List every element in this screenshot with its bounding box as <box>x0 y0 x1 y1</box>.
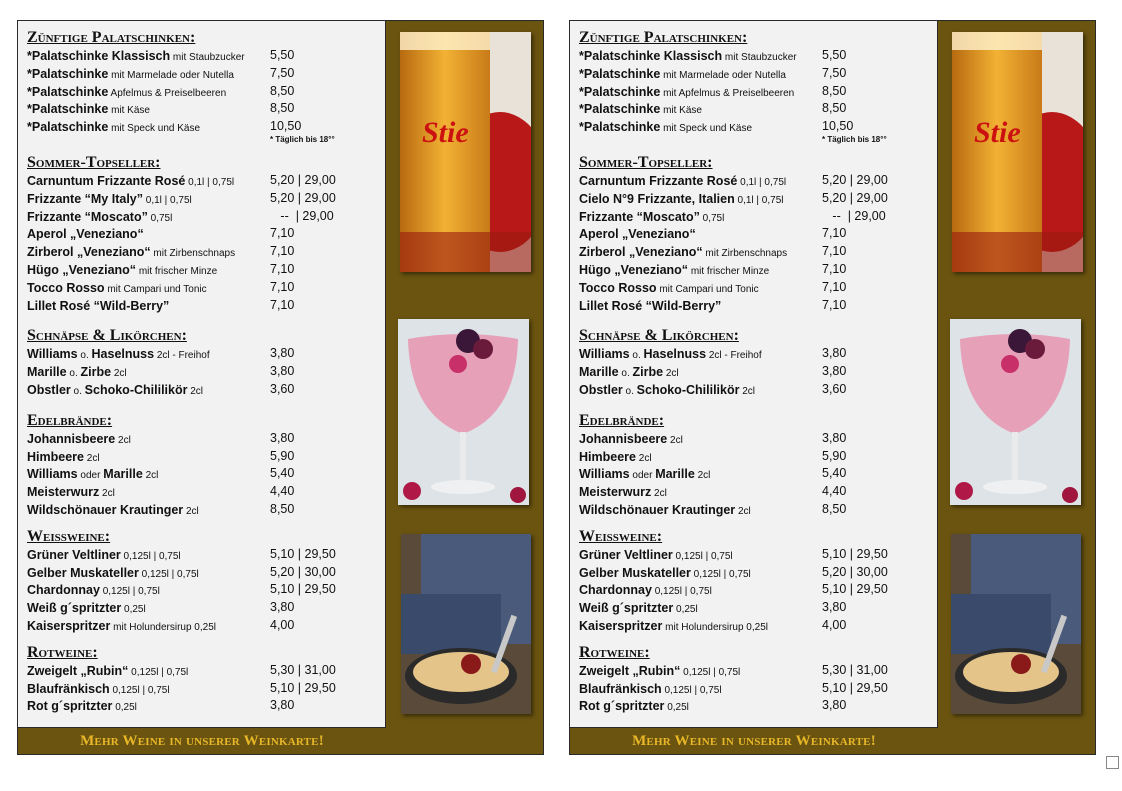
menu-item <box>27 172 385 190</box>
section-heading: Weissweine: <box>579 527 663 545</box>
item-name: *Palatschinke <box>27 102 109 117</box>
item-name: Wildschönauer Krautinger <box>579 502 736 517</box>
item-price: 5,20 | 29,00 <box>822 172 888 187</box>
item-note: 0,125l | 0,75l <box>651 586 712 598</box>
item-note: o. <box>618 368 633 380</box>
item-note: 2cl <box>651 488 667 500</box>
item-name: Johannisbeere <box>579 431 668 446</box>
item-note: 2cl <box>694 470 711 482</box>
menu-item <box>27 243 385 261</box>
item-name: Weiß g´spritzter <box>27 601 122 616</box>
menu-item <box>579 172 937 190</box>
menu-item <box>27 345 385 363</box>
section-heading: Edelbrände: <box>579 411 665 429</box>
item-name: *Palatschinke <box>27 120 109 135</box>
item-name: Obstler <box>579 382 623 397</box>
menu-item <box>27 47 385 65</box>
item-price: 5,20 | 29,00 <box>270 190 336 205</box>
item-name: Williams <box>579 347 630 362</box>
svg-text:Stie: Stie <box>422 116 469 149</box>
item-name: Rot g´spritzter <box>579 699 665 714</box>
item-name: *Palatschinke Klassisch <box>579 49 723 63</box>
item-price: 7,10 <box>822 226 847 241</box>
item-price: 7,10 <box>822 261 847 276</box>
svg-text:Stie: Stie <box>974 116 1021 149</box>
rose-spritz-photo <box>398 319 529 505</box>
menu-item <box>27 581 385 599</box>
item-note: 0,25l <box>121 604 146 616</box>
item-note: 0,25l <box>112 702 137 714</box>
menu-item <box>579 697 937 715</box>
item-name: Rot g´spritzter <box>27 699 113 714</box>
item-name: Grüner Veltliner <box>579 547 673 562</box>
item-note: 0,1l | 0,75l <box>737 176 787 188</box>
menu-item <box>579 65 937 83</box>
kaiserschmarrn-photo <box>951 534 1081 714</box>
item-note: 0,1l | 0,75l <box>734 194 784 206</box>
item-price: 3,80 <box>270 364 295 379</box>
item-name: Grüner Veltliner <box>27 547 121 562</box>
item-price: 3,80 <box>822 600 847 615</box>
menu-item <box>27 483 385 501</box>
item-price: 3,60 <box>270 381 295 396</box>
menu-item <box>27 448 385 466</box>
item-name: Aperol „Veneziano“ <box>579 227 696 242</box>
menu-page-left <box>17 20 544 755</box>
item-note: mit Campari und Tonic <box>656 283 759 295</box>
item-price: 10,50 <box>270 119 302 134</box>
item-name: Tocco Rosso <box>579 280 657 295</box>
item-price: 7,10 <box>270 297 295 312</box>
item-price: 3,80 <box>822 698 847 713</box>
item-name: Weiß g´spritzter <box>579 601 674 616</box>
item-note: 2cl - Freihof <box>154 350 210 362</box>
item-price: 4,00 <box>822 617 847 632</box>
section-heading: Zünftige Palatschinken: <box>579 29 748 46</box>
menu-item <box>27 279 385 297</box>
menu-section <box>27 643 385 715</box>
menu-item <box>27 297 385 315</box>
item-price: 3,80 <box>270 698 295 713</box>
item-name: Gelber Muskateller <box>579 565 691 580</box>
item-price: 7,10 <box>270 244 295 259</box>
menu-item <box>579 47 937 65</box>
item-name: Chardonnay <box>27 583 100 598</box>
menu-item <box>27 546 385 564</box>
rose-spritz-photo <box>950 319 1081 505</box>
section-heading: Sommer-Topseller: <box>579 153 713 171</box>
menu-item <box>579 662 937 680</box>
item-name: Johannisbeere <box>27 431 116 446</box>
item-name: *Palatschinke <box>27 84 109 99</box>
item-note: mit Speck und Käse <box>108 123 201 135</box>
item-price: 3,80 <box>822 364 847 379</box>
menu-section <box>27 527 385 635</box>
item-price: 7,10 <box>822 297 847 312</box>
item-note: 0,1l | 0,75l <box>143 194 192 206</box>
item-name: Marille <box>579 365 619 380</box>
item-note: 2cl <box>663 368 679 380</box>
section-heading: Schnäpse & Likörchen: <box>27 327 187 345</box>
item-note: 2cl <box>115 434 131 446</box>
item-note: mit Marmelade oder Nutella <box>108 69 234 81</box>
item-name: Gelber Muskateller <box>27 565 139 580</box>
item-name: Frizzante “My Italy” <box>27 191 143 206</box>
item-price: 5,20 | 29,00 <box>270 172 336 187</box>
menu-item <box>579 430 937 448</box>
item-note: mit frischer Minze <box>688 265 770 277</box>
item-price: 3,60 <box>822 381 847 396</box>
item-price: 5,40 <box>822 466 847 481</box>
item-note: 2cl <box>83 452 100 464</box>
item-price: 5,20 | 30,00 <box>270 564 336 579</box>
menu-item <box>27 261 385 279</box>
item-name: Haselnuss <box>643 347 707 362</box>
item-price: 5,10 | 29,50 <box>822 582 888 597</box>
menu-item <box>579 448 937 466</box>
item-price: 10,50 <box>822 119 854 134</box>
item-price: 8,50 <box>822 501 847 516</box>
item-note: mit Marmelade oder Nutella <box>660 69 786 81</box>
menu-item <box>579 564 937 582</box>
item-note: 2cl <box>111 368 127 380</box>
menu-item <box>579 83 937 101</box>
footnote <box>579 136 937 147</box>
item-price: 8,50 <box>270 101 295 116</box>
item-name: *Palatschinke <box>579 102 661 117</box>
item-note: mit Käse <box>660 105 702 117</box>
item-price: 4,40 <box>270 484 295 499</box>
item-note: mit Holundersirup 0,25l <box>662 621 768 633</box>
menu-item <box>27 225 385 243</box>
item-name: Kaiserspritzer <box>579 618 663 633</box>
item-note: 0,25l <box>673 604 698 616</box>
menu-item <box>579 363 937 381</box>
item-note: Apfelmus & Preiselbeeren <box>108 87 227 99</box>
menu-item <box>27 65 385 83</box>
beer-glass-photo <box>952 32 1083 272</box>
menu-item <box>579 225 937 243</box>
item-name: Marille <box>655 467 695 482</box>
item-name: Frizzante “Moscato” <box>579 209 700 224</box>
item-name: Lillet Rosé “Wild-Berry” <box>27 298 170 313</box>
item-note: mit Speck und Käse <box>660 123 753 135</box>
menu-item <box>579 279 937 297</box>
menu-item <box>27 208 385 226</box>
menu-item <box>579 297 937 315</box>
item-name: Marille <box>27 365 67 380</box>
menu-item <box>579 381 937 399</box>
menu-item <box>579 345 937 363</box>
item-name: Zweigelt „Rubin“ <box>579 663 681 678</box>
item-note: 0,125l | 0,75l <box>109 684 170 696</box>
menu-item <box>27 430 385 448</box>
section-heading: Schnäpse & Likörchen: <box>579 327 739 345</box>
section-heading: Sommer-Topseller: <box>27 153 161 171</box>
item-note: 2cl <box>635 452 652 464</box>
item-note: 0,75l <box>699 212 725 224</box>
item-price: 8,50 <box>822 83 847 98</box>
menu-item <box>579 617 937 635</box>
item-note: o. <box>629 350 644 362</box>
menu-item <box>579 546 937 564</box>
menu-item <box>27 118 385 136</box>
menu-item <box>27 363 385 381</box>
menu-item <box>27 83 385 101</box>
image-column <box>938 21 1095 754</box>
item-name: Kaiserspritzer <box>27 618 111 633</box>
item-note: 2cl <box>183 505 199 517</box>
item-name: Zirbe <box>632 365 664 380</box>
footer-banner: Mehr Weine in unserer Weinkarte! <box>570 727 938 754</box>
footnote-text: * Täglich bis 18°° <box>270 134 335 144</box>
item-name: Zirberol „Veneziano“ <box>27 245 151 260</box>
item-note: mit Campari und Tonic <box>104 283 207 295</box>
menu-column <box>18 21 386 727</box>
menu-item <box>579 483 937 501</box>
item-note: 0,125l | 0,75l <box>672 550 733 562</box>
menu-section <box>27 153 385 314</box>
item-name: *Palatschinke <box>579 120 661 135</box>
item-price: 8,50 <box>270 83 295 98</box>
item-name: Aperol „Veneziano“ <box>27 227 144 242</box>
menu-item <box>579 501 937 519</box>
item-name: Lillet Rosé “Wild-Berry” <box>579 298 722 313</box>
item-price: 8,50 <box>270 501 295 516</box>
section-heading: Rotweine: <box>27 643 98 661</box>
item-note: 2cl <box>735 505 751 517</box>
menu-item <box>27 190 385 208</box>
item-price: 4,00 <box>270 617 295 632</box>
item-price: 5,10 | 29,50 <box>270 582 336 597</box>
menu-item <box>579 581 937 599</box>
item-name: Chardonnay <box>579 583 652 598</box>
item-name: Schoko-Chililikör <box>84 382 188 397</box>
item-price: 5,50 <box>270 48 295 62</box>
menu-section <box>579 326 937 398</box>
item-price: 5,20 | 30,00 <box>822 564 888 579</box>
item-note: mit frischer Minze <box>136 265 218 277</box>
item-note: 0,125l | 0,75l <box>138 568 199 580</box>
item-name: Frizzante “Moscato” <box>27 209 148 224</box>
item-name: Cielo N°9 Frizzante, Italien <box>579 191 735 206</box>
item-name: *Palatschinke <box>579 66 661 81</box>
item-note: 2cl <box>739 385 756 397</box>
item-note: mit Zirbenschnaps <box>150 248 236 260</box>
item-price: 5,30 | 31,00 <box>822 662 888 677</box>
item-note: mit Zirbenschnaps <box>702 248 788 260</box>
item-note: 2cl <box>99 488 115 500</box>
item-note: mit Staubzucker <box>170 52 245 63</box>
item-name: Williams <box>579 467 630 482</box>
image-column <box>386 21 543 754</box>
item-name: *Palatschinke Klassisch <box>27 49 171 63</box>
item-note: 2cl <box>142 470 159 482</box>
item-note: 0,125l | 0,75l <box>128 666 189 678</box>
item-price: 5,10 | 29,50 <box>822 680 888 695</box>
item-note: oder <box>77 470 104 482</box>
item-note: 2cl <box>187 385 204 397</box>
item-note: 0,125l | 0,75l <box>680 666 741 678</box>
menu-section <box>27 326 385 398</box>
menu-item <box>27 680 385 698</box>
item-note: oder <box>629 470 656 482</box>
item-price: 5,90 <box>822 448 847 463</box>
item-note: 0,25l <box>664 702 689 714</box>
item-price: 8,50 <box>822 101 847 116</box>
item-name: Blaufränkisch <box>27 681 110 696</box>
item-name: Williams <box>27 347 78 362</box>
menu-item <box>27 662 385 680</box>
menu-section <box>579 643 937 715</box>
menu-item <box>27 381 385 399</box>
footnote-text: * Täglich bis 18°° <box>822 134 887 144</box>
menu-item <box>27 697 385 715</box>
beer-glass-photo <box>400 32 531 272</box>
item-note: mit Käse <box>108 105 150 117</box>
item-name: Meisterwurz <box>579 485 652 500</box>
footnote <box>27 136 385 147</box>
item-name: Schoko-Chililikör <box>636 382 740 397</box>
item-note: o. <box>70 385 85 397</box>
menu-section <box>579 411 937 519</box>
item-note: 2cl <box>667 434 683 446</box>
menu-item <box>579 243 937 261</box>
item-note: o. <box>66 368 81 380</box>
menu-column <box>570 21 938 727</box>
item-note: o. <box>622 385 637 397</box>
item-price: 7,10 <box>270 279 295 294</box>
section-heading: Weissweine: <box>27 527 111 545</box>
item-name: Himbeere <box>579 449 636 464</box>
item-name: Marille <box>103 467 143 482</box>
menu-item <box>579 465 937 483</box>
menu-section <box>579 28 937 147</box>
item-price: 3,80 <box>822 430 847 445</box>
item-name: Zirbe <box>80 365 112 380</box>
item-name: Zirberol „Veneziano“ <box>579 245 703 260</box>
item-price: 7,10 <box>822 244 847 259</box>
item-name: Hügo „Veneziano“ <box>579 262 689 277</box>
item-note: o. <box>77 350 92 362</box>
item-name: Zweigelt „Rubin“ <box>27 663 129 678</box>
item-note: 0,125l | 0,75l <box>690 568 751 580</box>
item-name: Carnuntum Frizzante Rosé <box>27 173 186 188</box>
item-price: 5,20 | 29,00 <box>822 190 888 205</box>
item-note: mit Apfelmus & Preiselbeeren <box>660 87 795 99</box>
menu-item <box>27 100 385 118</box>
menu-item <box>579 599 937 617</box>
item-note: 0,125l | 0,75l <box>120 550 181 562</box>
item-price: 7,10 <box>270 226 295 241</box>
item-name: Tocco Rosso <box>27 280 105 295</box>
item-note: 0,125l | 0,75l <box>99 586 160 598</box>
menu-item <box>579 208 937 226</box>
item-name: Carnuntum Frizzante Rosé <box>579 173 738 188</box>
item-price: 3,80 <box>822 346 847 361</box>
menu-section <box>27 28 385 147</box>
item-price: 7,10 <box>822 279 847 294</box>
item-price: 7,10 <box>270 261 295 276</box>
item-name: Hügo „Veneziano“ <box>27 262 137 277</box>
item-price: -- | 29,00 <box>270 208 334 223</box>
section-heading: Zünftige Palatschinken: <box>27 29 196 46</box>
item-note: 0,1l | 0,75l <box>185 176 235 188</box>
item-note: 0,75l <box>147 212 173 224</box>
item-price: 3,80 <box>270 430 295 445</box>
item-note: mit Holundersirup 0,25l <box>110 621 216 633</box>
item-note: 2cl - Freihof <box>706 350 762 362</box>
item-price: 5,30 | 31,00 <box>270 662 336 677</box>
page-corner-handle[interactable] <box>1106 756 1119 769</box>
kaiserschmarrn-photo <box>401 534 531 714</box>
section-heading: Edelbrände: <box>27 411 113 429</box>
menu-item <box>579 680 937 698</box>
item-price: 3,80 <box>270 600 295 615</box>
item-note: mit Staubzucker <box>722 52 797 63</box>
menu-item <box>579 190 937 208</box>
item-name: Obstler <box>27 382 71 397</box>
menu-item <box>579 118 937 136</box>
item-name: Blaufränkisch <box>579 681 662 696</box>
item-name: *Palatschinke <box>27 66 109 81</box>
item-price: 4,40 <box>822 484 847 499</box>
menu-item <box>579 261 937 279</box>
menu-section <box>27 411 385 519</box>
item-price: 5,10 | 29,50 <box>270 680 336 695</box>
item-price: 5,10 | 29,50 <box>822 546 888 561</box>
item-name: Meisterwurz <box>27 485 100 500</box>
item-price: 5,50 <box>822 48 847 62</box>
item-name: Wildschönauer Krautinger <box>27 502 184 517</box>
item-note: 0,125l | 0,75l <box>661 684 722 696</box>
menu-item <box>27 617 385 635</box>
section-heading: Rotweine: <box>579 643 650 661</box>
menu-item <box>579 100 937 118</box>
item-price: 7,50 <box>270 65 295 80</box>
menu-item <box>27 564 385 582</box>
item-name: Haselnuss <box>91 347 155 362</box>
menu-item <box>27 465 385 483</box>
footer-banner: Mehr Weine in unserer Weinkarte! <box>18 727 386 754</box>
item-name: Himbeere <box>27 449 84 464</box>
item-price: 5,10 | 29,50 <box>270 546 336 561</box>
menu-section <box>579 527 937 635</box>
item-price: -- | 29,00 <box>822 208 886 223</box>
item-price: 7,50 <box>822 65 847 80</box>
item-price: 5,40 <box>270 466 295 481</box>
menu-page-right <box>569 20 1096 755</box>
item-price: 3,80 <box>270 346 295 361</box>
item-name: *Palatschinke <box>579 84 661 99</box>
item-name: Williams <box>27 467 78 482</box>
item-price: 5,90 <box>270 448 295 463</box>
menu-item <box>27 501 385 519</box>
menu-section <box>579 153 937 314</box>
menu-item <box>27 599 385 617</box>
